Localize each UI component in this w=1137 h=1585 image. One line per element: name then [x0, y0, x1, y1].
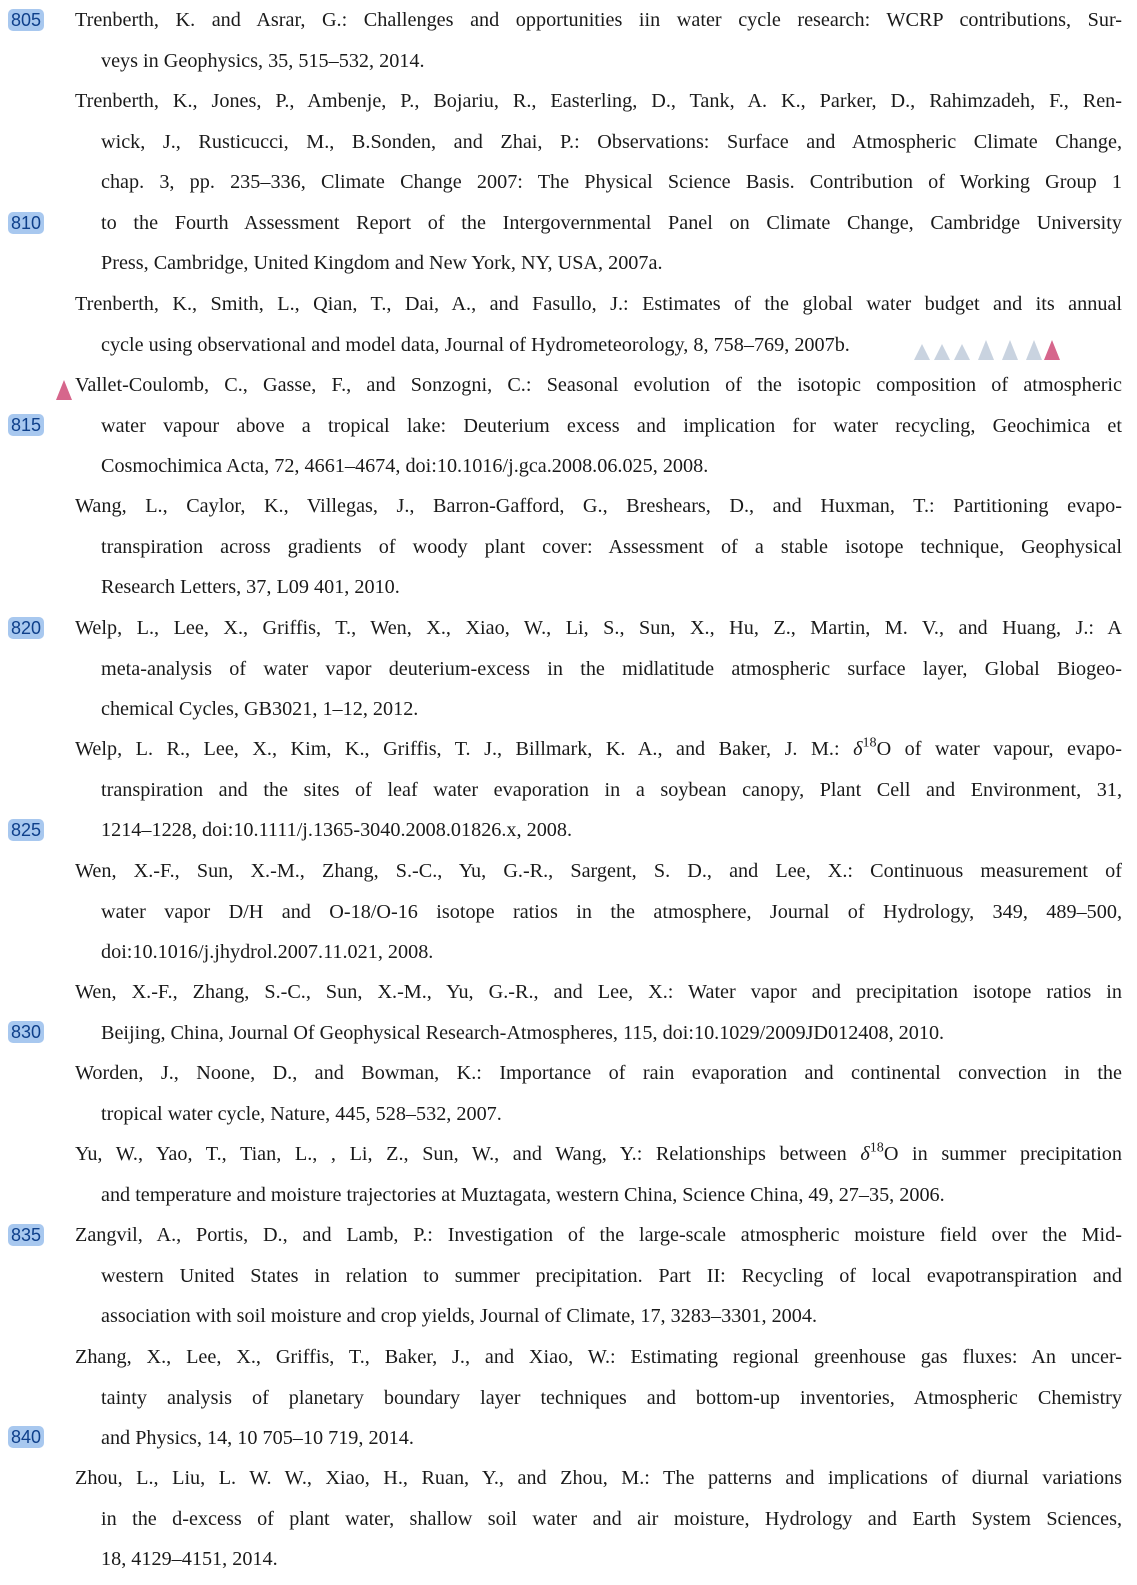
line-number: 825: [8, 819, 44, 841]
reference-line: Cosmochimica Acta, 72, 4661–4674, doi:10.1016/j.gca.2008.06.025, 2008.: [101, 455, 709, 478]
reference-line: to the Fourth Assessment Report of the Intergovernmental Panel on Climate Change, Cambridge University: [101, 211, 1122, 234]
reference-line: meta-analysis of water vapor deuterium-excess in the midlatitude atmospheric surface layer, Global Biogeo-: [101, 657, 1122, 680]
reference-entry: [75, 1215, 1122, 1337]
reference-line: chap. 3, pp. 235–336, Climate Change 2007: The Physical Science Basis. Contribution of Working Group 1: [101, 171, 1122, 194]
reference-entry: [75, 1134, 1122, 1215]
reference-line: Press, Cambridge, United Kingdom and New York, NY, USA, 2007a.: [101, 252, 663, 275]
reference-line: and Physics, 14, 10 705–10 719, 2014.: [101, 1427, 414, 1450]
reference-entry: [75, 1053, 1122, 1134]
line-number: 835: [8, 1224, 44, 1246]
reference-entry: [75, 0, 1122, 81]
reference-line: Vallet-Coulomb, C., Gasse, F., and Sonzogni, C.: Seasonal evolution of the isotopic composition of atmospheric: [75, 374, 1122, 396]
reference-line: in the d-excess of plant water, shallow soil water and air moisture, Hydrology and Earth System Sciences,: [101, 1507, 1122, 1530]
reference-line: 18, 4129–4151, 2014.: [101, 1548, 278, 1571]
reference-line: cycle using observational and model data, Journal of Hydrometeorology, 8, 758–769, 2007b.: [101, 333, 850, 356]
reference-line: Wen, X.-F., Sun, X.-M., Zhang, S.-C., Yu, G.-R., Sargent, S. D., and Lee, X.: Continuous measurement of: [75, 860, 1122, 882]
reference-line: western United States in relation to summer precipitation. Part II: Recycling of local evapotranspiration and: [101, 1264, 1122, 1287]
line-number: 820: [8, 617, 44, 639]
reference-line: veys in Geophysics, 35, 515–532, 2014.: [101, 49, 425, 72]
reference-line: Welp, L., Lee, X., Griffis, T., Wen, X., Xiao, W., Li, S., Sun, X., Hu, Z., Martin, M. V., and Huang, J.: A: [75, 617, 1122, 639]
reference-line: water vapour above a tropical lake: Deuterium excess and implication for water recycling, Geochimica et: [101, 414, 1122, 437]
reference-line: 1214–1228, doi:10.1111/j.1365-3040.2008.01826.x, 2008.: [101, 819, 573, 842]
reference-line: Wang, L., Caylor, K., Villegas, J., Barron-Gafford, G., Breshears, D., and Huxman, T.: Partitioning evapo-: [75, 495, 1122, 517]
reference-entry: [75, 851, 1122, 973]
reference-line: Worden, J., Noone, D., and Bowman, K.: Importance of rain evaporation and continental convection in the: [75, 1062, 1122, 1084]
reference-line: doi:10.1016/j.jhydrol.2007.11.021, 2008.: [101, 941, 434, 964]
revision-insertion-marker: [56, 378, 72, 400]
reference-line: chemical Cycles, GB3021, 1–12, 2012.: [101, 698, 419, 721]
reference-line: Welp, L. R., Lee, X., Kim, K., Griffis, T. J., Billmark, K. A., and Baker, J. M.: $\delta^{18}O$ of water vapour, evapo-: [75, 734, 1122, 760]
reference-line: tainty analysis of planetary boundary layer techniques and bottom-up inventories, Atmospheric Chemistry: [101, 1386, 1122, 1409]
line-number: 805: [8, 9, 44, 31]
reference-entry: [75, 729, 1122, 851]
reference-entry: [75, 486, 1122, 608]
reference-line: Wen, X.-F., Zhang, S.-C., Sun, X.-M., Yu, G.-R., and Lee, X.: Water vapor and precipitation isotope ratios in: [75, 981, 1122, 1003]
line-number: 830: [8, 1021, 44, 1043]
reference-line: Beijing, China, Journal Of Geophysical Research-Atmospheres, 115, doi:10.1029/2009JD012408, 2010.: [101, 1021, 945, 1044]
line-number: 840: [8, 1426, 44, 1448]
reference-entry: [75, 284, 1122, 365]
reference-line: Trenberth, K., Jones, P., Ambenje, P., Bojariu, R., Easterling, D., Tank, A. K., Parker, D., Rahimzadeh, F., Ren-: [75, 90, 1122, 112]
reference-entry: [75, 1337, 1122, 1459]
reference-line: association with soil moisture and crop yields, Journal of Climate, 17, 3283–3301, 2004.: [101, 1305, 818, 1328]
reference-line: Trenberth, K. and Asrar, G.: Challenges and opportunities iin water cycle research: WCRP contributions, Sur-: [75, 9, 1122, 31]
reference-line: and temperature and moisture trajectories at Muztagata, western China, Science China, 49, 27–35, 2006.: [101, 1183, 945, 1206]
reference-line: Zangvil, A., Portis, D., and Lamb, P.: Investigation of the large-scale atmospheric moisture field over the Mid-: [75, 1224, 1122, 1246]
reference-line: tropical water cycle, Nature, 445, 528–532, 2007.: [101, 1102, 502, 1125]
insertion-marker: [56, 380, 72, 400]
reference-entry: [75, 972, 1122, 1053]
reference-line: Zhou, L., Liu, L. W. W., Xiao, H., Ruan, Y., and Zhou, M.: The patterns and implications of diurnal variations: [75, 1467, 1122, 1489]
reference-entry: [75, 608, 1122, 730]
reference-line: transpiration across gradients of woody plant cover: Assessment of a stable isotope technique, Geophysical: [101, 535, 1122, 558]
line-number: 815: [8, 414, 44, 436]
reference-line: Trenberth, K., Smith, L., Qian, T., Dai, A., and Fasullo, J.: Estimates of the global water budget and its annual: [75, 293, 1122, 315]
reference-line: water vapor D/H and O-18/O-16 isotope ratios in the atmosphere, Journal of Hydrology, 349, 489–500,: [101, 900, 1122, 923]
reference-entry: [75, 1458, 1122, 1580]
line-number: 810: [8, 212, 44, 234]
reference-entry: [75, 365, 1122, 487]
reference-entry: [75, 81, 1122, 284]
reference-line: Research Letters, 37, L09 401, 2010.: [101, 576, 400, 599]
reference-line: Zhang, X., Lee, X., Griffis, T., Baker, J., and Xiao, W.: Estimating regional greenhouse gas fluxes: An uncer-: [75, 1346, 1122, 1368]
reference-line: transpiration and the sites of leaf water evaporation in a soybean canopy, Plant Cell and Environment, 31,: [101, 778, 1122, 801]
reference-line: wick, J., Rusticucci, M., B.Sonden, and Zhai, P.: Observations: Surface and Atmospheric Climate Change,: [101, 130, 1122, 153]
reference-line: Yu, W., Yao, T., Tian, L., , Li, Z., Sun, W., and Wang, Y.: Relationships between $\delta^{18}O$ in summer precipitation: [75, 1139, 1122, 1165]
